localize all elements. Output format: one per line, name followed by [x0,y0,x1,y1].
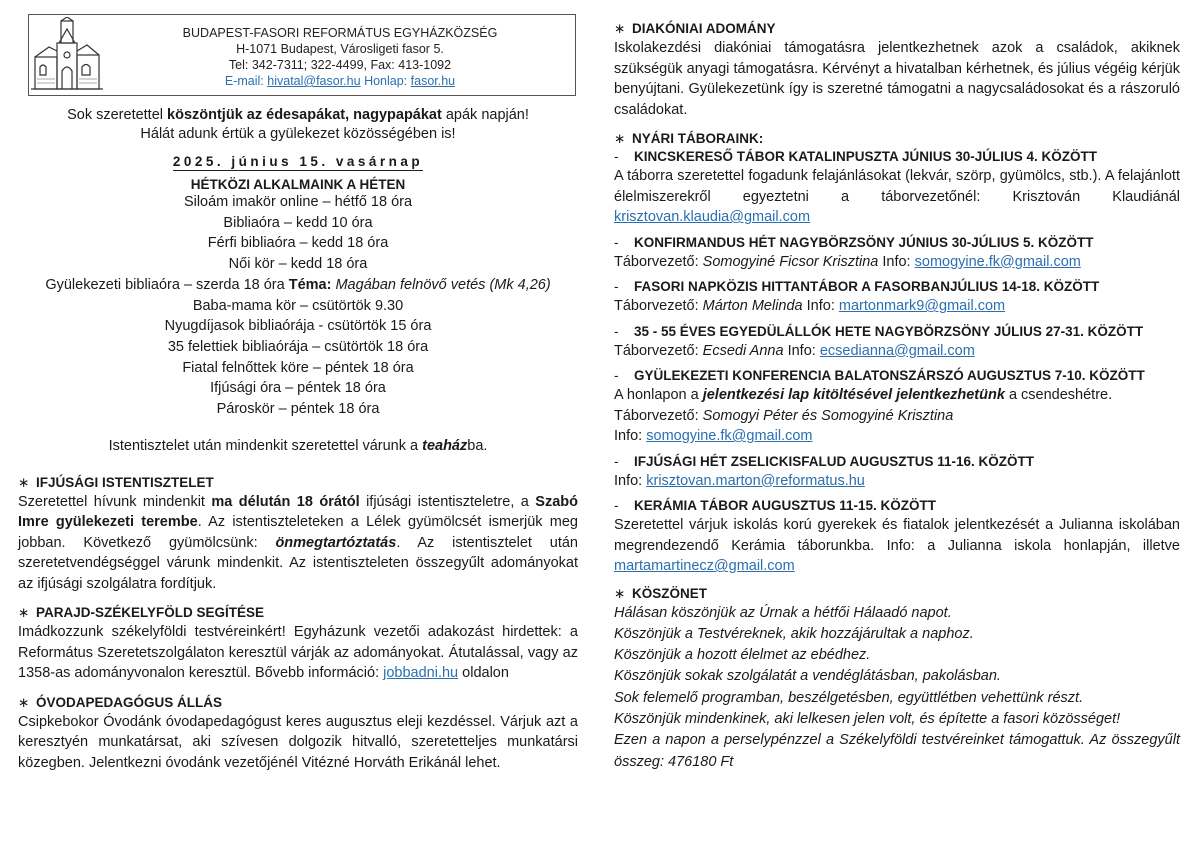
section-title: KÖSZÖNET [632,585,708,601]
info-label: Info: [783,342,820,359]
teahouse-bold: teaház [422,437,468,454]
email-link[interactable]: somogyine.fk@gmail.com [914,253,1081,270]
bullet-icon: ∗ [614,585,626,601]
camp-title: IFJÚSÁGI HÉT ZSELICKISFALUD AUGUSZTUS 11-16. KÖZÖTT [634,453,1035,469]
text: A táborra szeretettel fogadunk felajánlásokat (lekvár, szörp, gyümölcs, stb.). A felajánlott élelmiszerekről egyeztetni a táborvezetőnél: Krisztován Klaudiánál [614,168,1180,205]
leader-name: Márton Melinda [702,298,803,314]
bullet-icon: ∗ [614,131,626,146]
info-label: Info: [614,472,647,489]
camp-title: FASORI NAPKÖZIS HITTANTÁBOR A FASORBANJÚLIUS 14-18. KÖZÖTT [634,279,1100,294]
topic-text: Magában felnövő vetés (Mk 4,26) [331,276,551,293]
email-link[interactable]: martamartinecz@gmail.com [614,558,795,574]
camp-kincskereso-title [614,148,1180,166]
youth-service-heading [18,474,578,492]
section-title: ÓVODAPEDAGÓGUS ÁLLÁS [36,694,223,710]
leader-name: Somogyiné Ficsor Krisztina [702,253,879,270]
camp-title: KINCSKERESŐ TÁBOR KATALINPUSZTA JÚNIUS 30-JÚLIUS 4. KÖZÖTT [634,149,1098,164]
text: . Az istentiszteleteken a Lélek gyümölcsét ismerjük meg jobban. Következő gyümölcsünk: [18,514,579,551]
weekly-schedule [18,192,578,420]
dash: - [614,498,619,513]
camp-keramia-title [614,497,1180,515]
leader-name: Ecsedi Anna [702,342,784,359]
schedule-item: Ifjúsági óra – péntek 18 óra [210,380,386,397]
schedule-item: Baba-mama kör – csütörtök 9.30 [192,297,404,314]
bold-text: ma délután 18 órától [211,493,360,510]
kindergarten-job-heading [18,694,578,712]
text: . Az istentisztelet után szeretetvendégséggel várunk mindenkit. Az istentiszteleten összegyűlt adományokat az ifjúsági szolgálatra fordítjuk. [18,534,578,592]
church-name: BUDAPEST-FASORI REFORMÁTUS EGYHÁZKÖZSÉG [182,26,498,40]
schedule-item: Női kör – kedd 18 óra [228,256,368,273]
thanks-list [614,603,1180,773]
diakonia-text: Iskolakezdési diakóniai támogatásra jelentkezhetnek azok a családok, akiknek szükségük anyagi támogatásra. Kérvényt a hivatalban kérhetnek, és július végéig kérjük benyújtani. Gyülekezetünk így is szeretné támogatni a nagycsaládosokat és a rászoruló családokat. [614,40,1180,118]
section-title: IFJÚSÁGI ISTENTISZTELET [36,474,214,490]
camp-konfirmandus-title [614,234,1180,252]
topic-label: Téma: [288,276,332,293]
text: a csendeshétre. [1004,387,1113,403]
thanks-line: Hálásan köszönjük az Úrnak a hétfői Hálaadó napot. [614,604,952,621]
parajd-text [18,622,578,684]
greeting-text: Sok szeretettel [67,107,168,123]
church-phone: Tel: 342-7311; 322-4499, Fax: 413-1092 [228,58,452,72]
dash: - [614,234,619,250]
leader-label: Táborvezető: [614,253,703,270]
schedule-item: Pároskör – péntek 18 óra [216,401,380,418]
thanks-heading [614,585,1180,603]
schedule-item: Fiatal felnőttek köre – péntek 18 óra [182,359,414,376]
camp-napkozis-title [614,278,1180,296]
email-link[interactable]: hivatal@fasor.hu [267,74,361,88]
camp-title: KONFIRMANDUS HÉT NAGYBÖRZSÖNY JÚNIUS 30-JÚLIUS 5. KÖZÖTT [634,234,1094,250]
text: Imádkozzunk székelyföldi testvéreinkért! Egyházunk vezetői adakozást hirdettek: a Református Szeretetszolgálaton keresztül várják az adományokat. Átutalással, vagy az 1358-as adományvonalon keresztül. Bővebb információ: [18,624,578,682]
info-label: Info: [878,253,915,270]
right-column [614,20,1180,773]
website-link[interactable]: fasor.hu [410,74,456,88]
email-link[interactable]: somogyine.fk@gmail.com [646,428,813,444]
camp-napkozis-info [614,296,1180,317]
text: ifjúsági istentiszteletre, a [359,493,536,510]
schedule-item: Nyugdíjasok bibliaórája - csütörtök 15 óra [164,318,432,335]
camp-keramia-text [614,515,1180,577]
leader-label: Táborvezető: [614,298,703,314]
email-link[interactable]: ecsedianna@gmail.com [819,342,975,359]
camp-ifjusagi-info [614,471,1180,492]
church-address: H-1071 Budapest, Városligeti fasor 5. [236,42,444,56]
camp-egyedulallok-title [614,323,1180,341]
schedule-item: Bibliaóra – kedd 10 óra [223,214,373,231]
camp-konferencia-info [614,385,1180,447]
section-title: PARAJD-SZÉKELYFÖLD SEGÍTÉSE [36,605,265,621]
teahouse-text-end: ba. [467,437,488,454]
thanks-line: Köszönjük sokak szolgálatát a vendéglátásban, pakolásban. [614,668,1001,685]
info-label: Info: [802,298,839,314]
schedule-item: 35 felettiek bibliaórája – csütörtök 18 óra [167,338,429,355]
text: oldalon [458,665,509,682]
bullet-icon: ∗ [18,605,30,621]
bold-italic-text: jelentkezési lap kitöltésével jelentkezhetünk [702,387,1005,403]
dash: - [614,323,619,339]
dash: - [614,453,619,469]
email-label: E-mail: [224,74,264,88]
schedule-title: HÉTKÖZI ALKALMAINK A HÉTEN [190,177,406,192]
camps-heading [614,130,1180,148]
schedule-item: Siloám imakör online – hétfő 18 óra [183,194,413,210]
left-column [18,14,578,773]
dash: - [614,368,619,383]
bullet-icon: ∗ [614,21,626,36]
church-logo-icon [31,17,103,93]
camp-title: 35 - 55 ÉVES EGYEDÜLÁLLÓK HETE NAGYBÖRZSÖNY JÚLIUS 27-31. KÖZÖTT [634,323,1144,339]
thanks-line: Köszönjük a hozott élelmet az ebédhez. [614,647,871,664]
bold-text: Szabó Imre gyülekezeti terembe [18,493,578,531]
bulletin-date [18,154,578,169]
section-title: NYÁRI TÁBORAINK: [632,131,764,146]
schedule-item-bible-study [18,275,578,296]
camp-egyedulallok-info [614,341,1180,362]
bullet-icon: ∗ [18,694,30,710]
date-text: 2025. június 15. vasárnap [172,154,424,169]
leader-label: Táborvezető: [614,407,703,424]
thanks-line: Köszönjük mindenkinek, aki lelkesen jelen volt, és építette a fasori közösséget! [614,710,1121,727]
teahouse-invite [18,438,578,454]
camp-kincskereso-text [614,166,1180,228]
thanks-line: Köszönjük a Testvéreknek, akik hozzájárultak a naphoz. [614,625,974,642]
email-link[interactable]: krisztovan.klaudia@gmail.com [614,209,811,225]
leader-name: Somogyi Péter és Somogyiné Krisztina [702,407,954,424]
text: Szeretettel várjuk iskolás korú gyerekek és fiatalok jelentkezését a Julianna iskolában megrendezendő Kerámia táborunkba. Info: a Julianna iskola honlapján, illetve [614,517,1180,554]
camp-title: GYÜLEKEZETI KONFERENCIA BALATONSZÁRSZÓ AUGUSZTUS 7-10. KÖZÖTT [634,368,1145,383]
church-header [28,14,576,96]
teahouse-text: Istentisztelet után mindenkit szeretettel várunk a [108,437,423,454]
dash: - [614,279,619,294]
thanks-donation: Ezen a napon a perselypénzzel a Székelyföldi testvéreinket támogattuk. Az összegyűlt összeg: 476180 Ft [614,732,1180,770]
info-label: Info: [614,428,647,444]
kindergarten-job-text: Csipkebokor Óvodánk óvodapedagógust keres augusztus eleji kezdéssel. Várjuk azt a keresztyén munkatársat, aki szívesen dolgozik hitvalló, szeretetteljes munkatársi közegben. Jelentkezni óvodánk vezetőjénél Vitézné Horváth Erikánál lehet. [18,713,578,771]
camp-title: KERÁMIA TÁBOR AUGUSZTUS 11-15. KÖZÖTT [634,498,937,513]
bullet-icon: ∗ [18,474,30,490]
fathers-day-greeting [18,106,578,144]
bible-study-time: Gyülekezeti bibliaóra – szerda 18 óra [45,276,289,293]
section-title: DIAKÓNIAI ADOMÁNY [632,21,776,36]
thanks-line: Sok felemelő programban, beszélgetésben, együttlétben vehettünk részt. [614,689,1084,706]
schedule-item: Férfi bibliaóra – kedd 18 óra [207,235,389,252]
leader-label: Táborvezető: [614,342,703,359]
greeting-text-end: apák napján! [441,107,529,123]
parajd-heading [18,604,578,622]
camp-ifjusagi-title [614,453,1180,471]
email-link[interactable]: martonmark9@gmail.com [838,298,1006,314]
greeting-line2: Hálát adunk értük a gyülekezet közösségében is! [140,126,456,142]
text: Szeretettel hívunk mindenkit [18,493,212,510]
camp-konfirmandus-info [614,252,1180,273]
jobbadni-link[interactable]: jobbadni.hu [383,665,459,682]
bold-italic-text: önmegtartóztatás [275,534,397,551]
text: A honlapon a [614,387,703,403]
email-link[interactable]: krisztovan.marton@reformatus.hu [646,472,865,489]
camp-konferencia-title [614,367,1180,385]
dash: - [614,149,619,164]
diakonia-heading [614,20,1180,38]
greeting-bold: köszöntjük az édesapákat, nagypapákat [167,107,442,123]
youth-service-text [18,492,578,595]
web-label: Honlap: [364,74,408,88]
